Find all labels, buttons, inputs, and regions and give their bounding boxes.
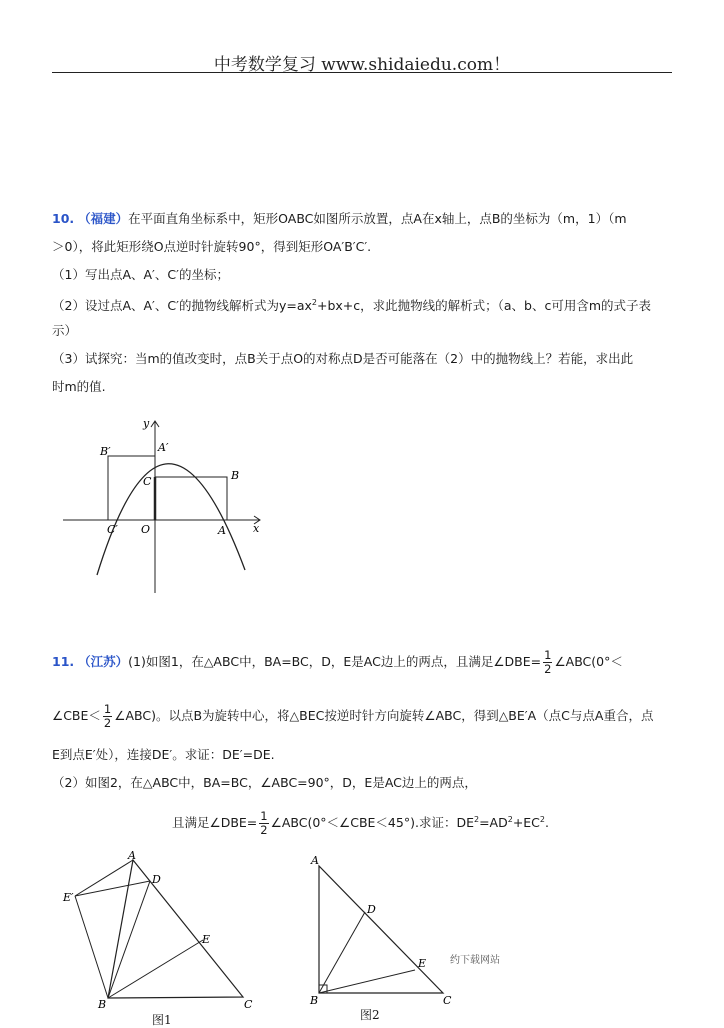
label-y: y	[143, 417, 150, 430]
segment-e-prime-b	[75, 896, 108, 998]
q11-line5: 且满足∠DBE= $\frac{1}{2}$ ∠ABC(0°＜∠CBE＜45°).求证：$DE^2=AD^2+EC^2$.	[172, 809, 549, 838]
q10-line2: ＞0），将此矩形绕O点逆时针旋转90°，得到矩形OA′B′C′.	[52, 239, 372, 254]
fig2-label-e: E	[418, 957, 427, 970]
label-o: O	[141, 523, 151, 536]
rect-oabc	[155, 477, 227, 520]
q10-part2a-sup: 2	[311, 298, 317, 307]
q11-line2	[52, 702, 653, 730]
q10-line1	[52, 211, 627, 227]
q11-number: 11.	[52, 654, 75, 669]
watermark-text: 约下载网站	[450, 955, 500, 966]
fraction-half-2: $\frac{1}{2}$	[103, 702, 112, 730]
q11-line4: （2）如图2，在△ABC中，BA=BC，∠ABC=90°，D，E是AC边上的两点，	[52, 775, 477, 790]
triangle-abc-right	[319, 866, 443, 993]
rect-oa-b-c-prime	[108, 456, 155, 520]
q10-figure	[55, 415, 275, 600]
label-c-prime: C′	[107, 523, 118, 536]
label-a: A	[218, 524, 226, 537]
parabola	[97, 464, 245, 575]
fig1-caption: 图1	[152, 1013, 172, 1027]
q11-source: （江苏）	[78, 654, 129, 669]
triangle-abc	[108, 860, 243, 998]
fraction-half-1: $\frac{1}{2}$	[544, 648, 552, 676]
q10-number: 10.	[52, 211, 75, 226]
fig1-label-e-prime: E′	[63, 891, 74, 904]
q11-l5-mid: ∠ABC(0°＜∠CBE＜45°).求证：DE	[270, 815, 474, 831]
fig2-caption: 图2	[360, 1008, 380, 1022]
q11-figure1	[55, 848, 270, 1008]
fig2-label-b: B	[310, 994, 319, 1007]
header-rule	[52, 72, 672, 73]
q11-l5-pre: 且满足∠DBE=	[172, 815, 258, 831]
q11-l2-post: ∠ABC)。以点B为旋转中心，将△BEC按逆时针方向旋转∠ABC，得到△BE′A（点C与点A重合，点	[114, 708, 654, 723]
fig1-label-c: C	[244, 998, 253, 1008]
q11-figure2	[305, 852, 465, 1007]
label-b: B	[231, 469, 240, 482]
segment-bd	[108, 881, 150, 998]
fig2-label-a: A	[311, 854, 319, 867]
q10-part2a-post: +bx+c，求此抛物线的解析式；（a、b、c可用含m的式子表	[316, 298, 652, 314]
label-a-prime: A′	[158, 441, 169, 454]
q10-part3b: 时m的值.	[52, 379, 106, 394]
fig1-label-d: D	[152, 873, 161, 886]
q10-source: （福建）	[78, 211, 129, 226]
fig2-segment-be	[319, 970, 415, 993]
segment-be	[108, 940, 203, 998]
label-c: C	[143, 475, 152, 488]
q11-line1	[52, 648, 623, 676]
q11-l1-post: ∠ABC(0°＜	[554, 654, 623, 669]
label-x: x	[253, 522, 260, 535]
q10-text1: 在平面直角坐标系中，矩形OABC如图所示放置，点A在x轴上，点B的坐标为（m，1）（m	[128, 211, 627, 226]
q10-part3a: （3）试探究：当m的值改变时，点B关于点O的对称点D是否可能落在（2）中的抛物线上？若能，求出此	[52, 351, 634, 366]
fig1-label-a: A	[128, 849, 136, 862]
fig2-label-d: D	[367, 903, 376, 916]
q10-part2b: 示）	[52, 323, 78, 338]
q11-l1-pre: (1)如图1，在△ABC中，BA=BC，D，E是AC边上的两点，且满足∠DBE=	[128, 654, 542, 669]
label-b-prime: B′	[100, 445, 111, 458]
fig1-label-e: E	[202, 933, 211, 946]
fig2-segment-bd	[319, 912, 365, 993]
fig1-label-b: B	[98, 998, 107, 1008]
fig2-label-c: C	[443, 994, 452, 1007]
q11-line3: E到点E′处），连接DE′。求证：DE′=DE.	[52, 747, 275, 762]
q10-part1: （1）写出点A、A′、C′的坐标；	[52, 267, 229, 282]
q11-l2-pre: ∠CBE＜	[52, 708, 101, 723]
page-header-title: 中考数学复习 www.shidaiedu.com！	[213, 55, 511, 75]
q10-part2a	[52, 295, 651, 314]
fraction-half-3: $\frac{1}{2}$	[260, 809, 268, 838]
q10-part2a-pre: （2）设过点A、A′、C′的抛物线解析式为y=ax	[52, 298, 312, 314]
